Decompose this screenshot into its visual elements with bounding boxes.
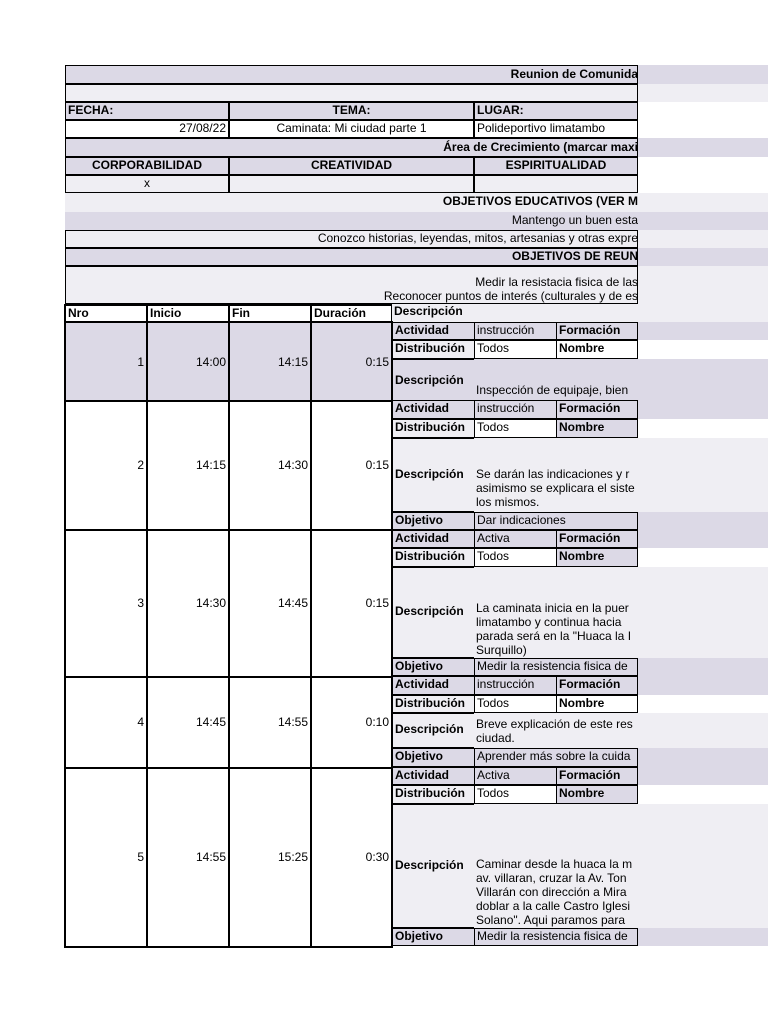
row-duracion: 0:15 [310, 529, 393, 678]
area-creatividad: CREATIVIDAD [229, 157, 474, 175]
nombre-label: Nombre [556, 695, 638, 713]
row-duracion: 0:15 [310, 400, 393, 531]
actividad-label: Actividad [392, 530, 475, 548]
actividad-value: Activa [474, 767, 557, 785]
row-duracion: 0:15 [310, 321, 393, 402]
descripcion-label: Descripción [392, 804, 475, 928]
area-corporabilidad: CORPORABILIDAD [65, 157, 229, 175]
col-nro: Nro [64, 304, 148, 323]
objetivos-reunion-title: OBJETIVOS DE REUN [511, 249, 638, 263]
row-inicio: 14:30 [146, 529, 230, 678]
formacion-label: Formación [556, 530, 638, 548]
objetivo-educativo-1: Mantengo un buen esta [511, 213, 638, 227]
descripcion-line: La caminata inicia en la puer [476, 601, 629, 615]
descripcion-label: Descripción [392, 567, 475, 658]
col-fin: Fin [228, 304, 312, 323]
descripcion-line: Breve explicación de este res [476, 717, 633, 731]
row-fin: 14:55 [228, 676, 312, 769]
descripcion-label: Descripción [392, 713, 475, 748]
nombre-label: Nombre [556, 548, 638, 567]
nombre-label: Nombre [556, 340, 638, 359]
descripcion-line: doblar a la calle Castro Iglesi [476, 899, 631, 913]
distribucion-label: Distribución [392, 695, 475, 713]
objetivo-value: Medir la resistencia fisica de [474, 658, 638, 676]
distribucion-label: Distribución [392, 785, 475, 804]
row-inicio: 14:55 [146, 767, 230, 948]
descripcion-line: Inspección de equipaje, bien [476, 383, 629, 397]
formacion-label: Formación [556, 400, 638, 419]
lugar-label: LUGAR: [474, 102, 638, 120]
page-title: Reunion de Comunida [510, 67, 638, 81]
row-fin: 15:25 [228, 767, 312, 948]
descripcion-line: parada será en la "Huaca la I [476, 629, 632, 643]
descripcion-line: asimismo se explicara el siste [476, 481, 635, 495]
distribucion-value: Todos [474, 340, 557, 359]
formacion-label: Formación [556, 322, 638, 340]
objetivos-educativos-title: OBJETIVOS EDUCATIVOS (VER M [442, 194, 638, 208]
descripcion-line: Se darán las indicaciones y r [476, 467, 630, 481]
objetivo-reunion-1: Medir la resistacia fisica de las [475, 275, 638, 289]
objetivo-label: Objetivo [392, 748, 475, 767]
actividad-label: Actividad [392, 400, 475, 419]
objetivo-value: Medir la resistencia fisica de [474, 928, 638, 946]
distribucion-label: Distribución [392, 548, 475, 567]
area-title: Área de Crecimiento (marcar maxi [443, 140, 638, 154]
row-fin: 14:45 [228, 529, 312, 678]
row-nro: 2 [64, 400, 148, 531]
descripcion-line: limatambo y continua hacia [476, 615, 622, 629]
area-mark: x [65, 175, 229, 193]
row-inicio: 14:00 [146, 321, 230, 402]
actividad-value: instrucción [474, 400, 557, 419]
row-fin: 14:15 [228, 321, 312, 402]
row-nro: 3 [64, 529, 148, 678]
objetivo-label: Objetivo [392, 512, 475, 530]
descripcion-label: Descripción [392, 438, 475, 512]
area-espiritualidad: ESPIRITUALIDAD [474, 157, 638, 175]
row-duracion: 0:10 [310, 676, 393, 769]
distribucion-value: Todos [474, 785, 557, 804]
actividad-value: Activa [474, 530, 557, 548]
distribucion-value: Todos [474, 419, 557, 438]
actividad-label: Actividad [392, 676, 475, 695]
formacion-label: Formación [556, 767, 638, 785]
actividad-value: instrucción [474, 322, 557, 340]
fecha-value: 27/08/22 [65, 120, 229, 138]
objetivo-label: Objetivo [392, 658, 475, 676]
lugar-value: Polideportivo limatambo [474, 120, 638, 138]
distribucion-value: Todos [474, 695, 557, 713]
row-inicio: 14:15 [146, 400, 230, 531]
tema-label: TEMA: [229, 102, 474, 120]
distribucion-label: Distribución [392, 419, 475, 438]
objetivo-value: Aprender más sobre la cuida [474, 748, 638, 767]
distribucion-label: Distribución [392, 340, 475, 359]
descripcion-line: los mismos. [476, 495, 540, 509]
tema-value: Caminata: Mi ciudad parte 1 [229, 120, 474, 138]
actividad-label: Actividad [392, 322, 475, 340]
row-nro: 4 [64, 676, 148, 769]
actividad-label: Actividad [392, 767, 475, 785]
nombre-label: Nombre [556, 419, 638, 438]
objetivo-reunion-2: Reconocer puntos de interés (culturales y de es [383, 289, 638, 303]
fecha-label: FECHA: [65, 102, 229, 120]
descripcion-label: Descripción [392, 359, 475, 402]
col-inicio: Inicio [146, 304, 230, 323]
descripcion-line: Caminar desde la huaca la m [476, 857, 633, 871]
descripcion-line: Solano". Aqui paramos para [476, 913, 626, 927]
col-descripcion: Descripción [392, 304, 768, 323]
row-inicio: 14:45 [146, 676, 230, 769]
row-nro: 1 [64, 321, 148, 402]
descripcion-line: av. villaran, cruzar la Av. Ton [476, 871, 627, 885]
objetivo-educativo-2: Conozco historias, leyendas, mitos, artesanias y otras expre [317, 231, 638, 245]
row-fin: 14:30 [228, 400, 312, 531]
objetivo-value: Dar indicaciones [474, 512, 638, 530]
descripcion-line: ciudad. [476, 731, 515, 745]
actividad-value: instrucción [474, 676, 557, 695]
descripcion-line: Surquillo) [476, 643, 527, 657]
row-duracion: 0:30 [310, 767, 393, 948]
objetivo-label: Objetivo [392, 928, 475, 946]
nombre-label: Nombre [556, 785, 638, 804]
distribucion-value: Todos [474, 548, 557, 567]
col-duracion: Duración [310, 304, 393, 323]
row-nro: 5 [64, 767, 148, 948]
formacion-label: Formación [556, 676, 638, 695]
descripcion-line: Villarán con dirección a Mira [476, 885, 627, 899]
